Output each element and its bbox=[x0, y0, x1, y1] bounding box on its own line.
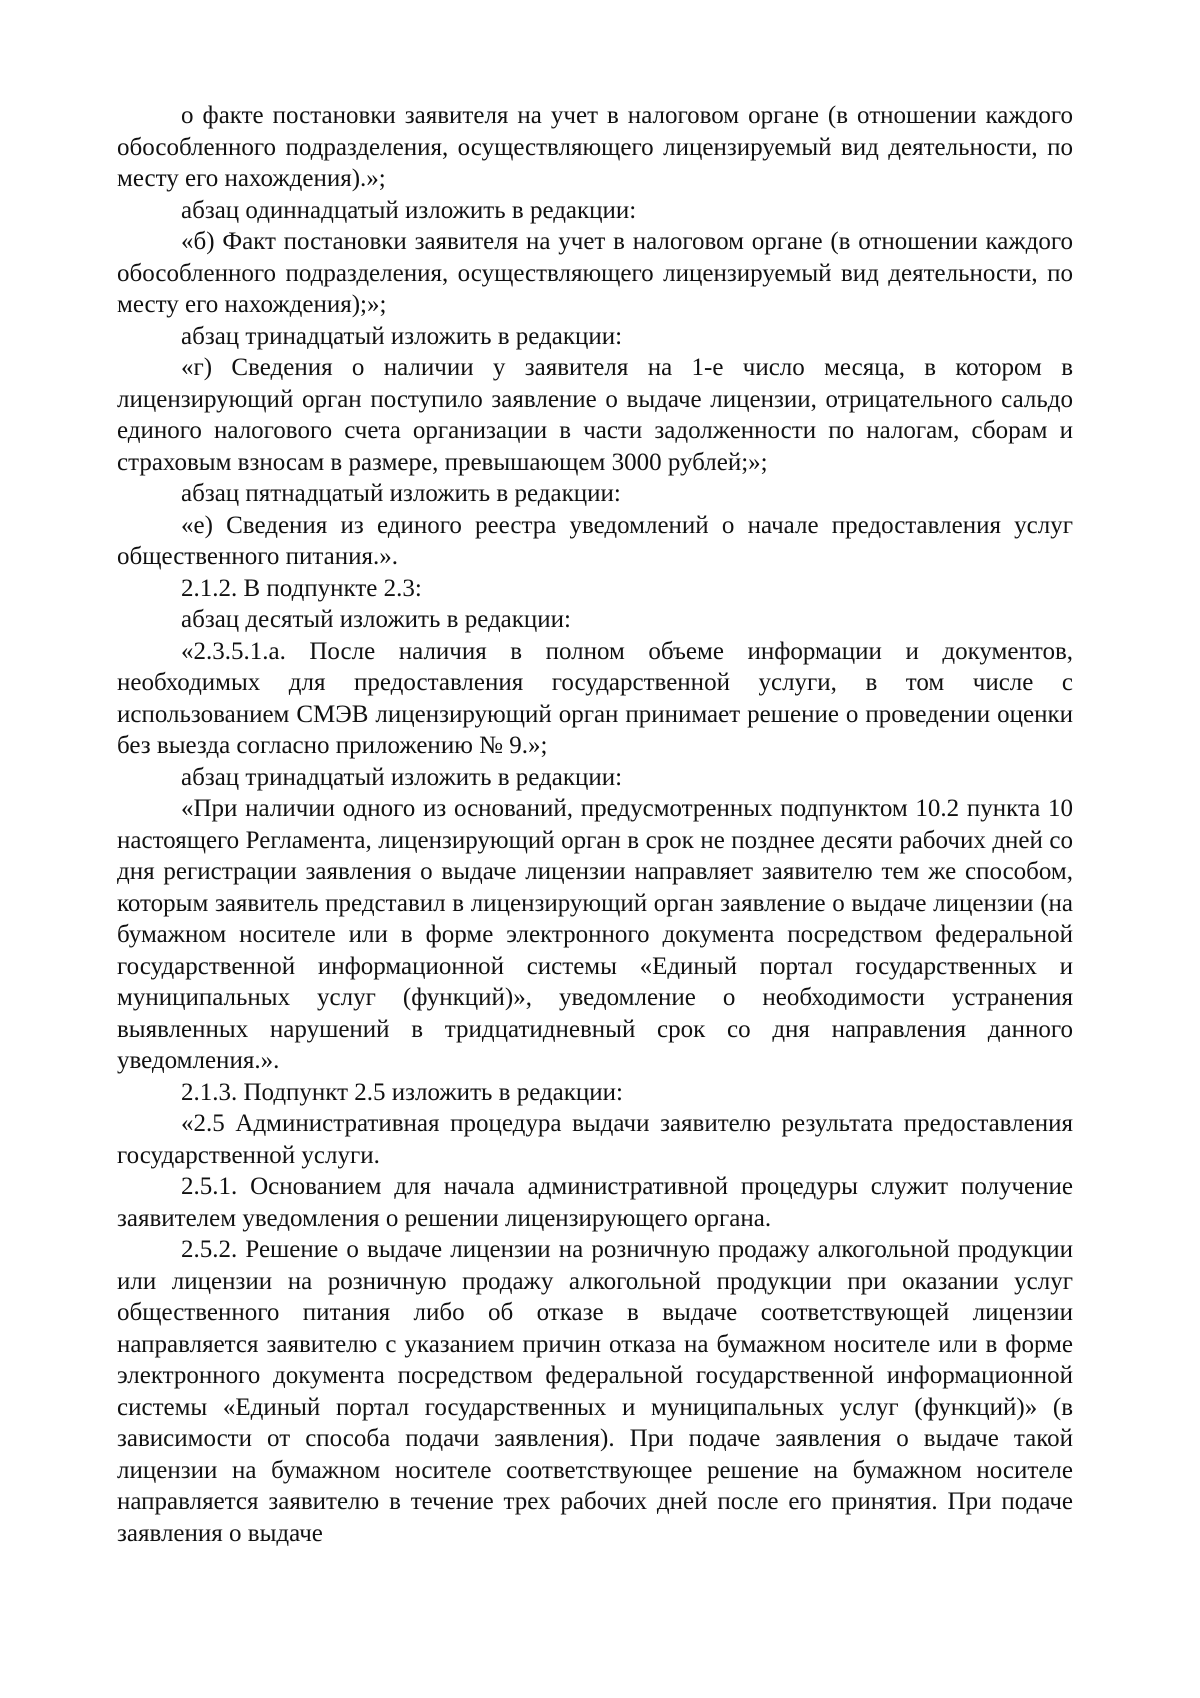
paragraph: 2.5.1. Основанием для начала административной процедуры служит получение заявителем уведомления о решении лицензирующего органа. bbox=[117, 1173, 1073, 1232]
paragraph: «При наличии одного из оснований, предусмотренных подпунктом 10.2 пункта 10 настоящего Регламента, лицензирующий орган в срок не позднее десяти рабочих дней со дня регистрации заявления о выдаче лицензии направляет заявителю тем же способом, которым заявитель представил в лицензирующий орган заявление о выдаче лицензии (на бумажном носителе или в форме электронного документа посредством федеральной государственной информационной системы «Единый портал государственных и муниципальных услуг (функций)», уведомление о необходимости устранения выявленных нарушений в тридцатидневный срок со дня направления данного уведомления.». bbox=[117, 795, 1073, 1074]
paragraph: «2.5 Административная процедура выдачи заявителю результата предоставления государственной услуги. bbox=[117, 1110, 1073, 1169]
paragraph: «б) Факт постановки заявителя на учет в налоговом органе (в отношении каждого обособленного подразделения, осуществляющего лицензируемый вид деятельности, по месту его нахождения);»; bbox=[117, 228, 1073, 318]
paragraph: абзац одиннадцатый изложить в редакции: bbox=[181, 196, 637, 224]
paragraph: 2.5.2. Решение о выдаче лицензии на розничную продажу алкогольной продукции или лицензии на розничную продажу алкогольной продукции при оказании услуг общественного питания либо об отказе в выдаче соответствующей лицензии направляется заявителю с указанием причин отказа на бумажном носителе или в форме электронного документа посредством федеральной государственной информационной системы «Единый портал государственных и муниципальных услуг (функций)» (в зависимости от способа подачи заявления). При подаче заявления о выдаче такой лицензии на бумажном носителе соответствующее решение на бумажном носителе направляется заявителю в течение трех рабочих дней после его принятия. При подаче заявления о выдаче bbox=[117, 1236, 1073, 1547]
paragraph: «2.3.5.1.а. После наличия в полном объеме информации и документов, необходимых для предоставления государственной услуги, в том числе с использованием СМЭВ лицензирующий орган принимает решение о проведении оценки без выезда согласно приложению № 9.»; bbox=[117, 637, 1073, 759]
paragraph: абзац десятый изложить в редакции: bbox=[181, 606, 572, 633]
paragraph: 2.1.3. Подпункт 2.5 изложить в редакции: bbox=[181, 1078, 624, 1106]
paragraph: абзац пятнадцатый изложить в редакции: bbox=[181, 480, 621, 507]
paragraph: абзац тринадцатый изложить в редакции: bbox=[181, 763, 623, 791]
document-body bbox=[117, 100, 1073, 1549]
paragraph: о факте постановки заявителя на учет в налоговом органе (в отношении каждого обособленного подразделения, осуществляющего лицензируемый вид деятельности, по месту его нахождения).»; bbox=[117, 102, 1073, 192]
paragraph: «е) Сведения из единого реестра уведомлений о начале предоставления услуг общественного питания.». bbox=[117, 511, 1073, 570]
paragraph: 2.1.2. В подпункте 2.3: bbox=[181, 574, 422, 602]
paragraph: «г) Сведения о наличии у заявителя на 1-е число месяца, в котором в лицензирующий орган поступило заявление о выдаче лицензии, отрицательного сальдо единого налогового счета организации в части задолженности по налогам, сборам и страховым взносам в размере, превышающем 3000 рублей;»; bbox=[117, 354, 1073, 476]
paragraph: абзац тринадцатый изложить в редакции: bbox=[181, 322, 623, 350]
